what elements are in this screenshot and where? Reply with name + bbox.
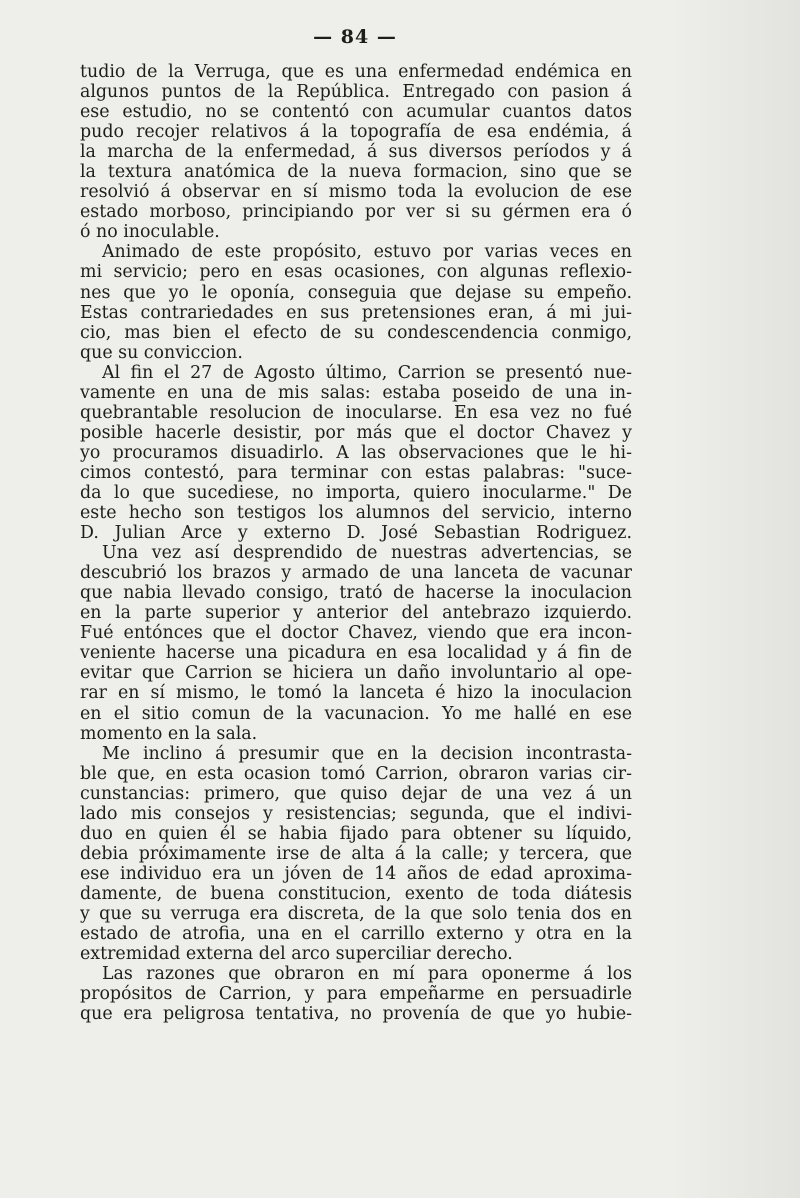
text-line: yo procuramos disuadirlo. A las observaciones que le hi- — [80, 442, 632, 463]
text-line: pudo recojer relativos á la topografía de esa endémia, á — [80, 122, 632, 143]
text-line: da lo que sucediese, no importa, quiero inocularme." De — [80, 482, 632, 503]
text-line: lado mis consejos y resistencias; segunda, que el indivi- — [80, 803, 632, 824]
text-line: extremidad externa del arco superciliar derecho. — [80, 944, 513, 965]
text-line: tudio de la Verruga, que es una enfermedad endémica en — [80, 62, 632, 82]
text-line: posible hacerle desistir, por más que el doctor Chavez y — [80, 422, 632, 443]
text-line: Fué entónces que el doctor Chavez, viendo que era incon- — [80, 623, 632, 644]
text-line: nes que yo le oponía, conseguia que dejase su empeño. — [80, 282, 632, 303]
text-line: duo en quien él se habia fijado para obtener su líquido, — [80, 823, 632, 844]
text-line: la marcha de la enfermedad, á sus diversos períodos y á — [80, 142, 632, 163]
text-line: ó no inoculable. — [80, 222, 220, 243]
page-edge-shadow — [670, 0, 800, 1198]
text-line: la textura anatómica de la nueva formacion, sino que se — [80, 162, 632, 183]
text-line: ese estudio, no se contentó con acumular cuantos datos — [80, 102, 632, 123]
text-line: ese individuo era un jóven de 14 años de edad aproxima- — [80, 863, 632, 884]
text-line: Una vez así desprendido de nuestras advertencias, se — [102, 543, 632, 564]
text-line: que nabia llevado consigo, trató de hacerse la inoculacion — [80, 583, 632, 604]
text-line: cimos contestó, para terminar con estas palabras: "suce- — [80, 462, 632, 483]
text-line: algunos puntos de la República. Entregado con pasion á — [80, 82, 632, 103]
text-line: en la parte superior y anterior del antebrazo izquierdo. — [80, 603, 632, 624]
text-line: quebrantable resolucion de inocularse. En esa vez no fué — [80, 402, 632, 423]
text-line: Al fin el 27 de Agosto último, Carrion se presentó nue- — [102, 362, 632, 383]
text-line: este hecho son testigos los alumnos del servicio, interno — [80, 503, 632, 524]
page-number: — 84 — — [313, 26, 397, 48]
text-line: damente, de buena constitucion, exento de toda diátesis — [80, 883, 632, 904]
text-line: mi servicio; pero en esas ocasiones, con algunas reflexio- — [80, 262, 632, 283]
text-line: Las razones que obraron en mí para oponerme á los — [102, 964, 632, 985]
text-line: ble que, en esta ocasion tomó Carrion, obraron varias cir- — [80, 763, 632, 784]
text-line: que era peligrosa tentativa, no provenía de que yo hubie- — [80, 1004, 632, 1025]
text-line: propósitos de Carrion, y para empeñarme en persuadirle — [80, 984, 632, 1005]
text-line: Estas contrariedades en sus pretensiones eran, á mi jui- — [80, 302, 632, 323]
text-line: cio, mas bien el efecto de su condescendencia conmigo, — [80, 322, 632, 343]
text-line: evitar que Carrion se hiciera un daño involuntario al ope- — [80, 663, 632, 684]
text-line: Animado de este propósito, estuvo por varias veces en — [102, 242, 632, 263]
text-line: descubrió los brazos y armado de una lanceta de vacunar — [80, 563, 632, 584]
text-line: que su conviccion. — [80, 342, 243, 363]
text-line: debia próximamente irse de alta á la calle; y tercera, que — [80, 843, 632, 864]
text-line: resolvió á observar en sí mismo toda la evolucion de ese — [80, 182, 632, 203]
text-line: estado morboso, principiando por ver si su gérmen era ó — [80, 202, 632, 223]
text-line: rar en sí mismo, le tomó la lanceta é hizo la inoculacion — [80, 683, 632, 704]
text-line: veniente hacerse una picadura en esa localidad y á fin de — [80, 643, 632, 664]
text-line: momento en la sala. — [80, 723, 258, 744]
text-line: y que su verruga era discreta, de la que solo tenia dos en — [80, 903, 632, 924]
text-line: estado de atrofia, una en el carrillo externo y otra en la — [80, 924, 632, 945]
body-text — [80, 62, 632, 1024]
text-line: en el sitio comun de la vacunacion. Yo me hallé en ese — [80, 703, 632, 724]
text-line: cunstancias: primero, que quiso dejar de una vez á un — [80, 783, 632, 804]
text-line: vamente en una de mis salas: estaba poseido de una in- — [80, 382, 632, 403]
text-line: D. Julian Arce y externo D. José Sebastian Rodriguez. — [80, 523, 632, 544]
text-line: Me inclino á presumir que en la decision incontrasta- — [102, 743, 632, 764]
